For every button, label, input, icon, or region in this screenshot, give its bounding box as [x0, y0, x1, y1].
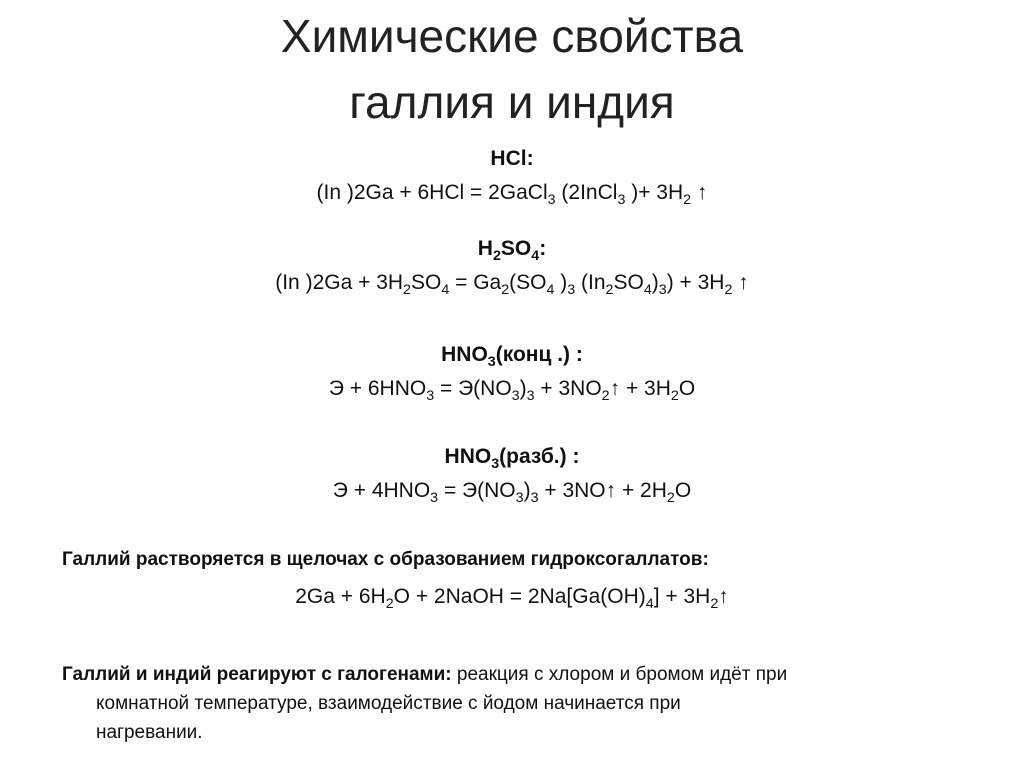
halogen-text-1: реакция с хлором и бромом идёт при [451, 664, 788, 685]
head-text: H [477, 237, 493, 260]
eq-text: = Ga [449, 271, 502, 294]
eq-text: O [674, 479, 692, 502]
eq-sub: 2 [403, 281, 411, 298]
head-text: (конц .) : [495, 343, 583, 366]
halogen-line-3: нагревании. [96, 722, 203, 743]
eq-sub: 3 [426, 387, 435, 404]
alkali-equation [0, 584, 1024, 610]
h2so4-heading [0, 236, 1024, 262]
head-sub: 3 [487, 353, 496, 370]
eq-text: SO [613, 271, 644, 294]
eq-text: (In [575, 271, 606, 294]
eq-text: ) [554, 271, 568, 294]
eq-text: (In )2Ga + 3H [275, 271, 404, 294]
head-sub: 4 [531, 247, 540, 264]
eq-text: Э + 6HNO [328, 377, 427, 400]
eq-sub: 2 [710, 595, 719, 612]
eq-sub: 2 [605, 281, 614, 298]
eq-sub: 3 [515, 489, 524, 506]
eq-sub: 2 [683, 191, 692, 208]
eq-text: ) [519, 377, 527, 400]
eq-sub: 2 [385, 595, 394, 612]
halogen-bold: Галлий и индий реагируют с галогенами: [62, 664, 452, 685]
hno3-dil-equation [0, 478, 1024, 504]
eq-text: )+ 3H [625, 181, 684, 204]
eq-sub: 3 [430, 489, 439, 506]
eq-text: Э + 4HNO [332, 479, 431, 502]
eq-text: SO [410, 271, 442, 294]
h2so4-equation [0, 270, 1024, 296]
slide-title-line2: галлия и индия [349, 76, 675, 128]
head-text: HNO [441, 343, 488, 366]
head-sub: 2 [492, 247, 501, 264]
eq-text: ) [523, 479, 531, 502]
eq-text: (SO [509, 271, 547, 294]
eq-text: ↑ [718, 585, 729, 608]
hcl-equation [0, 180, 1024, 206]
eq-text: O + 2NaOH = 2Na[Ga(OH) [393, 585, 646, 608]
halogen-paragraph [62, 660, 962, 747]
eq-sub: 4 [643, 281, 652, 298]
hno3-dil-heading [0, 444, 1024, 470]
eq-sub: 2 [601, 387, 610, 404]
eq-sub: 2 [666, 489, 675, 506]
eq-text: (2InCl [555, 181, 618, 204]
hno3-conc-equation [0, 376, 1024, 402]
head-text: HNO [444, 445, 492, 468]
eq-text: ↑ [691, 181, 708, 204]
alkali-statement: Галлий растворяется в щелочах с образованием гидроксогаллатов: [62, 549, 709, 570]
eq-sub: 3 [511, 387, 520, 404]
eq-sub: 4 [645, 595, 654, 612]
hcl-heading: HCl: [490, 147, 534, 170]
eq-sub: 2 [501, 281, 510, 298]
eq-sub: 2 [724, 281, 733, 298]
eq-text: O [678, 377, 696, 400]
eq-sub: 3 [526, 387, 535, 404]
head-text: : [539, 237, 547, 260]
eq-sub: 3 [617, 191, 626, 208]
head-text: SO [500, 237, 532, 260]
eq-text: + 3NO [534, 377, 602, 400]
eq-text: ) + 3H [666, 271, 725, 294]
eq-sub: 3 [530, 489, 539, 506]
eq-sub: 3 [658, 281, 667, 298]
halogen-line-2: комнатной температуре, взаимодействие с йодом начинается при [96, 693, 681, 714]
eq-text: (In )2Ga + 6HCl = 2GaCl [316, 181, 548, 204]
eq-text: = Э(NO [438, 479, 516, 502]
eq-text: ] + 3H [653, 585, 711, 608]
eq-sub: 3 [547, 191, 556, 208]
eq-sub: 3 [567, 281, 576, 298]
eq-sub: 4 [546, 281, 555, 298]
hno3-conc-heading [0, 342, 1024, 368]
eq-text: ↑ [732, 271, 749, 294]
eq-text: + 3NO↑ + 2H [538, 479, 667, 502]
eq-text: ) [651, 271, 659, 294]
eq-text: 2Ga + 6H [295, 585, 386, 608]
head-sub: 3 [491, 455, 500, 472]
eq-sub: 4 [441, 281, 450, 298]
eq-text: ↑ + 3H [609, 377, 671, 400]
eq-sub: 2 [670, 387, 679, 404]
slide-title-line1: Химические свойства [280, 10, 744, 62]
eq-text: = Э(NO [434, 377, 512, 400]
head-text: (разб.) : [499, 445, 580, 468]
